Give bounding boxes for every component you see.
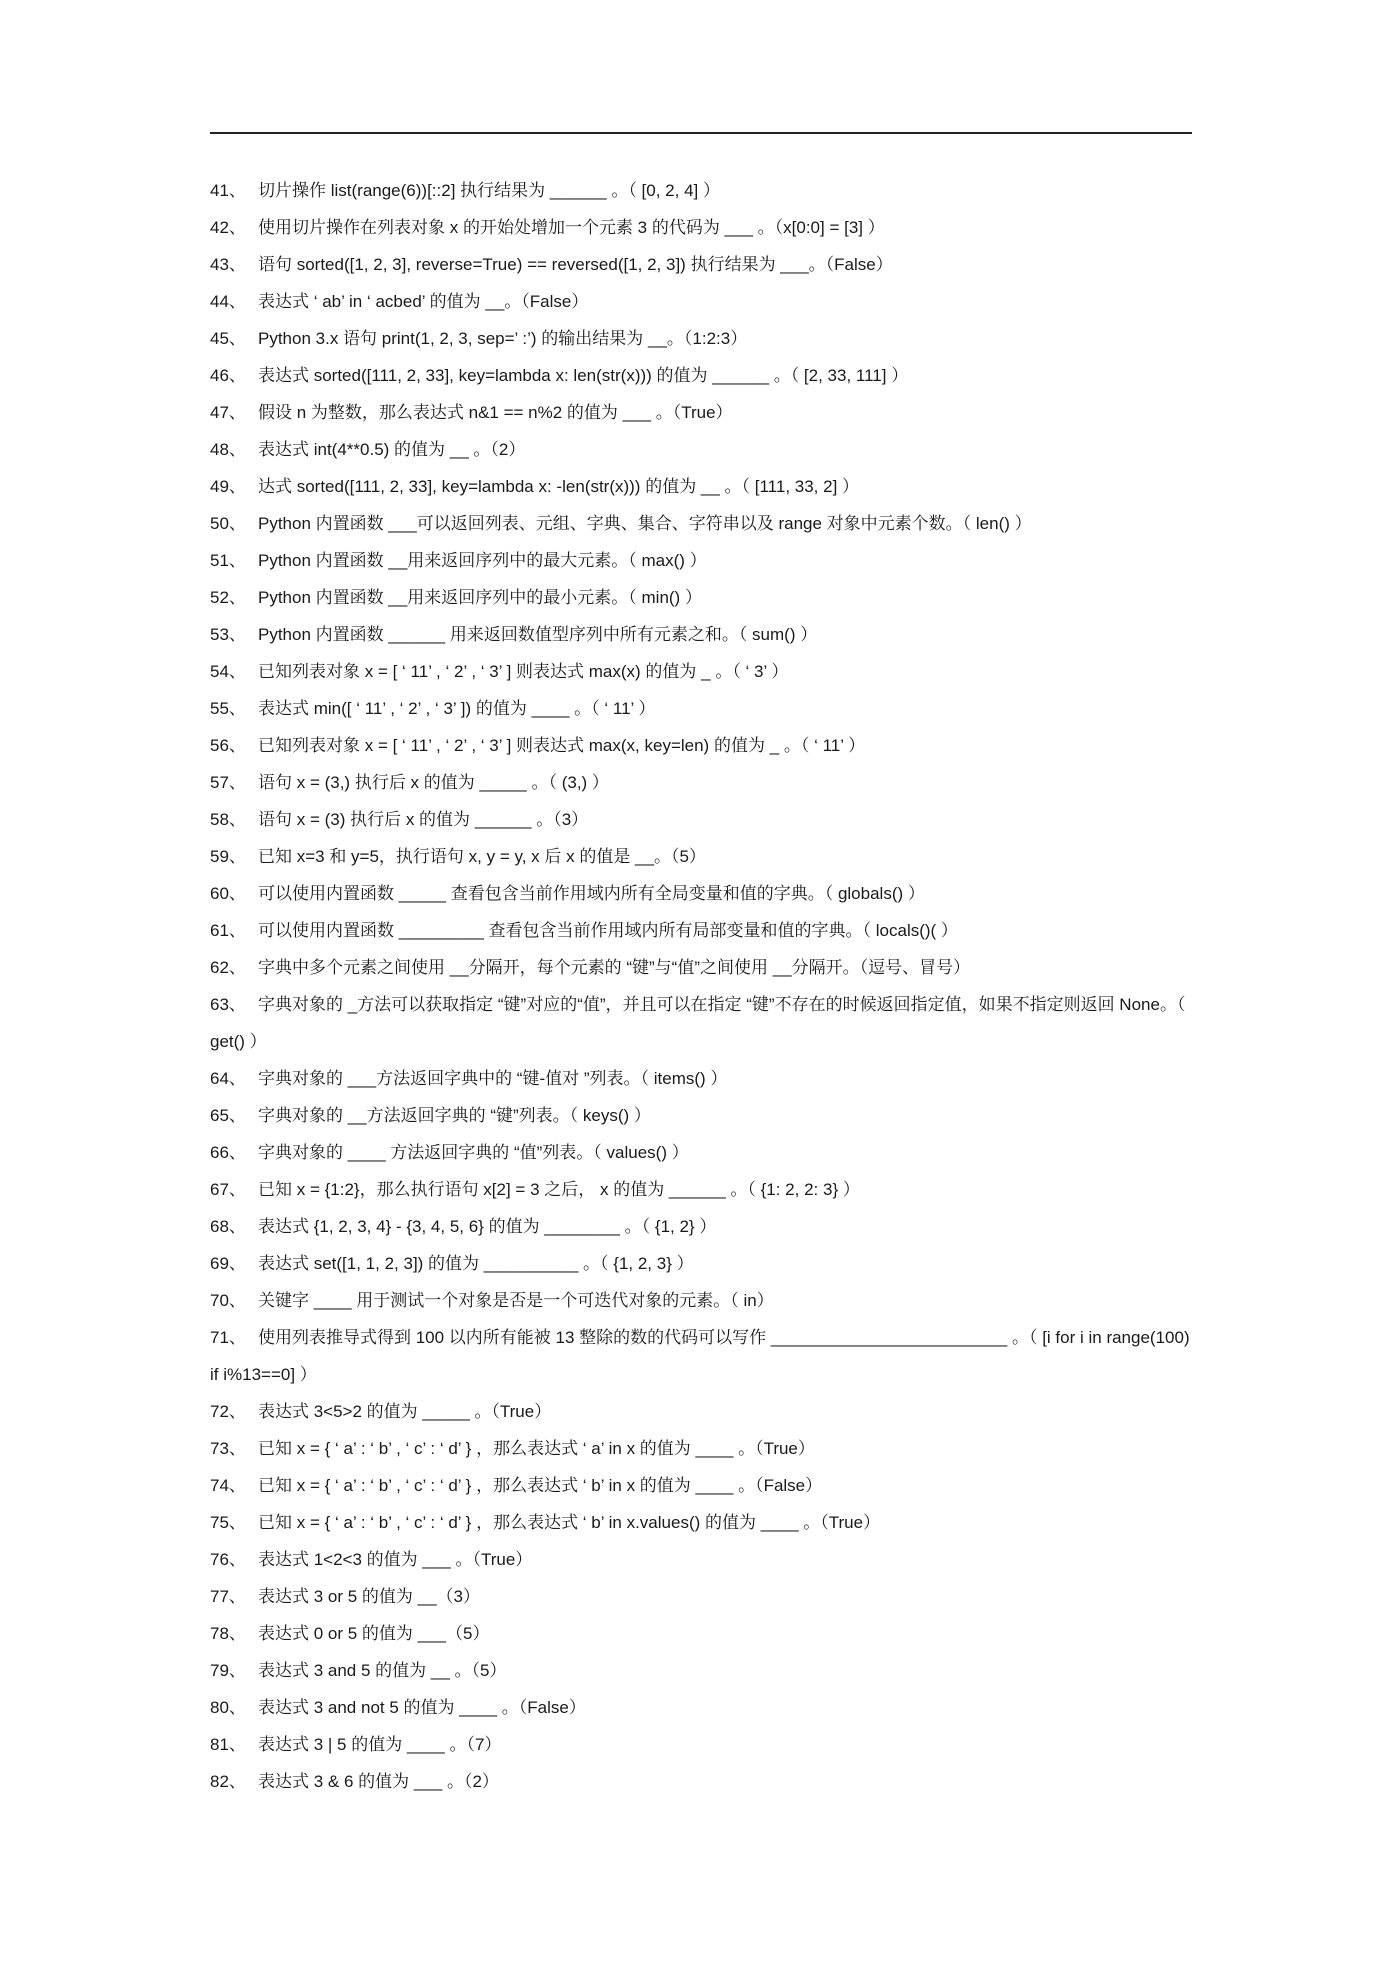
question-item: [210, 764, 1192, 801]
question-text: 可以使用内置函数 _________ 查看包含当前作用域内所有局部变量和值的字典。（ locals()( ）: [258, 921, 958, 940]
question-item: [210, 283, 1192, 320]
question-item: [210, 1689, 1192, 1726]
question-item: [210, 653, 1192, 690]
question-number: 74、: [210, 1476, 246, 1495]
question-text: Python 3.x 语句 print(1, 2, 3, sep=’ :’) 的输出结果为 __。（1:2:3）: [258, 329, 748, 348]
question-text: 假设 n 为整数，那么表达式 n&1 == n%2 的值为 ___ 。（True）: [258, 403, 733, 422]
question-number: 67、: [210, 1180, 246, 1199]
question-number: 46、: [210, 366, 246, 385]
question-item: [210, 1171, 1192, 1208]
question-number: 80、: [210, 1698, 246, 1717]
question-text: 表达式 3 & 6 的值为 ___ 。（2）: [258, 1772, 499, 1791]
question-number: 79、: [210, 1661, 246, 1680]
question-number: 58、: [210, 810, 246, 829]
question-number: 52、: [210, 588, 246, 607]
question-number: 47、: [210, 403, 246, 422]
question-text: 表达式 min([ ‘ 11’ , ‘ 2’ , ‘ 3’ ]) 的值为 ____ 。（ ‘ 11’ ）: [258, 699, 656, 718]
question-number: 76、: [210, 1550, 246, 1569]
question-item: [210, 1097, 1192, 1134]
question-text: 字典对象的 ____ 方法返回字典的 “值”列表。（ values() ）: [258, 1143, 689, 1162]
question-text: 字典中多个元素之间使用 __分隔开，每个元素的 “键”与“值”之间使用 __分隔开。（逗号、冒号）: [258, 958, 971, 977]
question-list: [210, 172, 1192, 1800]
question-number: 75、: [210, 1513, 246, 1532]
question-item: [210, 912, 1192, 949]
question-number: 66、: [210, 1143, 246, 1162]
question-item: [210, 727, 1192, 764]
question-number: 60、: [210, 884, 246, 903]
question-text: 已知列表对象 x = [ ‘ 11’ , ‘ 2’ , ‘ 3’ ] 则表达式 max(x) 的值为 _ 。（ ‘ 3’ ）: [258, 662, 789, 681]
question-number: 78、: [210, 1624, 246, 1643]
question-number: 68、: [210, 1217, 246, 1236]
question-text: 语句 sorted([1, 2, 3], reverse=True) == reversed([1, 2, 3]) 执行结果为 ___。（False）: [258, 255, 893, 274]
question-text: 表达式 {1, 2, 3, 4} - {3, 4, 5, 6} 的值为 ________ 。（ {1, 2} ）: [258, 1217, 717, 1236]
question-number: 44、: [210, 292, 246, 311]
question-item: [210, 394, 1192, 431]
question-number: 62、: [210, 958, 246, 977]
question-item: [210, 1393, 1192, 1430]
question-number: 65、: [210, 1106, 246, 1125]
question-item: [210, 542, 1192, 579]
question-text: 已知 x = {1:2}，那么执行语句 x[2] = 3 之后， x 的值为 ______ 。（ {1: 2, 2: 3} ）: [258, 1180, 860, 1199]
question-item: [210, 431, 1192, 468]
question-item: [210, 1763, 1192, 1800]
question-item: [210, 1541, 1192, 1578]
question-item: [210, 1504, 1192, 1541]
question-item: [210, 357, 1192, 394]
question-number: 41、: [210, 181, 246, 200]
question-number: 57、: [210, 773, 246, 792]
question-number: 61、: [210, 921, 246, 940]
question-text: 字典对象的 ___方法返回字典中的 “键-值对 ”列表。（ items() ）: [258, 1069, 728, 1088]
question-text: 已知 x = { ‘ a’ : ‘ b’ , ‘ c’ : ‘ d’ } ，那么表达式 ‘ b’ in x.values() 的值为 ____ 。（True）: [258, 1513, 881, 1532]
question-number: 63、: [210, 995, 246, 1014]
question-item: [210, 1319, 1192, 1393]
question-text: 关键字 ____ 用于测试一个对象是否是一个可迭代对象的元素。（ in）: [258, 1291, 774, 1310]
question-item: [210, 949, 1192, 986]
question-text: 达式 sorted([111, 2, 33], key=lambda x: -len(str(x))) 的值为 __ 。（ [111, 33, 2] ）: [258, 477, 860, 496]
question-text: 使用切片操作在列表对象 x 的开始处增加一个元素 3 的代码为 ___ 。（x[0:0] = [3] ）: [258, 218, 885, 237]
question-number: 77、: [210, 1587, 246, 1606]
question-number: 69、: [210, 1254, 246, 1273]
question-text: Python 内置函数 __用来返回序列中的最小元素。（ min() ）: [258, 588, 702, 607]
question-number: 64、: [210, 1069, 246, 1088]
question-text: 语句 x = (3,) 执行后 x 的值为 _____ 。（ (3,) ）: [258, 773, 609, 792]
question-item: [210, 1726, 1192, 1763]
question-item: [210, 986, 1192, 1060]
question-text: Python 内置函数 ______ 用来返回数值型序列中所有元素之和。（ sum() ）: [258, 625, 818, 644]
question-text: 表达式 ‘ ab’ in ‘ acbed’ 的值为 __。（False）: [258, 292, 589, 311]
question-number: 49、: [210, 477, 246, 496]
question-item: [210, 1208, 1192, 1245]
question-text: 使用列表推导式得到 100 以内所有能被 13 整除的数的代码可以写作 _________________________ 。（ [i for i in range(100) if i%13==0] ）: [210, 1328, 1190, 1384]
question-number: 70、: [210, 1291, 246, 1310]
question-text: 已知 x=3 和 y=5，执行语句 x, y = y, x 后 x 的值是 __。（5）: [258, 847, 706, 866]
question-text: 已知 x = { ‘ a’ : ‘ b’ , ‘ c’ : ‘ d’ } ，那么表达式 ‘ a’ in x 的值为 ____ 。（True）: [258, 1439, 815, 1458]
question-number: 82、: [210, 1772, 246, 1791]
question-text: 表达式 3 and 5 的值为 __ 。（5）: [258, 1661, 507, 1680]
question-text: 字典对象的 __方法返回字典的 “键”列表。（ keys() ）: [258, 1106, 651, 1125]
question-item: [210, 875, 1192, 912]
question-number: 48、: [210, 440, 246, 459]
question-item: [210, 246, 1192, 283]
question-item: [210, 209, 1192, 246]
question-number: 71、: [210, 1328, 246, 1347]
question-number: 45、: [210, 329, 246, 348]
question-item: [210, 1134, 1192, 1171]
question-number: 43、: [210, 255, 246, 274]
question-number: 50、: [210, 514, 246, 533]
question-number: 81、: [210, 1735, 246, 1754]
question-item: [210, 468, 1192, 505]
question-item: [210, 838, 1192, 875]
question-item: [210, 1282, 1192, 1319]
question-text: 表达式 sorted([111, 2, 33], key=lambda x: len(str(x))) 的值为 ______ 。（ [2, 33, 111] ）: [258, 366, 909, 385]
question-text: 字典对象的 _方法可以获取指定 “键”对应的“值”，并且可以在指定 “键”不存在的时候返回指定值，如果不指定则返回 None。（ get() ）: [210, 995, 1186, 1051]
question-item: [210, 1652, 1192, 1689]
question-item: [210, 1245, 1192, 1282]
question-item: [210, 505, 1192, 542]
question-item: [210, 1060, 1192, 1097]
question-text: Python 内置函数 ___可以返回列表、元组、字典、集合、字符串以及 range 对象中元素个数。（ len() ）: [258, 514, 1032, 533]
question-text: 已知 x = { ‘ a’ : ‘ b’ , ‘ c’ : ‘ d’ } ，那么表达式 ‘ b’ in x 的值为 ____ 。（False）: [258, 1476, 823, 1495]
question-item: [210, 1615, 1192, 1652]
question-text: 表达式 3 | 5 的值为 ____ 。（7）: [258, 1735, 502, 1754]
question-number: 73、: [210, 1439, 246, 1458]
header-rule: [210, 132, 1192, 134]
question-text: 语句 x = (3) 执行后 x 的值为 ______ 。（3）: [258, 810, 589, 829]
question-text: 表达式 3<5>2 的值为 _____ 。（True）: [258, 1402, 552, 1421]
question-text: 表达式 set([1, 1, 2, 3]) 的值为 __________ 。（ {1, 2, 3} ）: [258, 1254, 694, 1273]
question-number: 54、: [210, 662, 246, 681]
question-number: 51、: [210, 551, 246, 570]
question-text: 表达式 int(4**0.5) 的值为 __ 。（2）: [258, 440, 526, 459]
question-item: [210, 1467, 1192, 1504]
question-text: Python 内置函数 __用来返回序列中的最大元素。（ max() ）: [258, 551, 707, 570]
question-text: 表达式 1<2<3 的值为 ___ 。（True）: [258, 1550, 533, 1569]
question-item: [210, 579, 1192, 616]
question-text: 切片操作 list(range(6))[::2] 执行结果为 ______ 。（ [0, 2, 4] ）: [258, 181, 720, 200]
question-item: [210, 801, 1192, 838]
question-number: 59、: [210, 847, 246, 866]
question-item: [210, 616, 1192, 653]
question-item: [210, 1578, 1192, 1615]
question-item: [210, 1430, 1192, 1467]
question-number: 72、: [210, 1402, 246, 1421]
question-number: 56、: [210, 736, 246, 755]
question-item: [210, 320, 1192, 357]
question-text: 可以使用内置函数 _____ 查看包含当前作用域内所有全局变量和值的字典。（ globals() ）: [258, 884, 925, 903]
question-number: 55、: [210, 699, 246, 718]
question-number: 53、: [210, 625, 246, 644]
question-text: 表达式 3 or 5 的值为 __（3）: [258, 1587, 481, 1606]
question-item: [210, 690, 1192, 727]
question-number: 42、: [210, 218, 246, 237]
question-text: 表达式 3 and not 5 的值为 ____ 。（False）: [258, 1698, 586, 1717]
question-text: 已知列表对象 x = [ ‘ 11’ , ‘ 2’ , ‘ 3’ ] 则表达式 max(x, key=len) 的值为 _ 。（ ‘ 11’ ）: [258, 736, 866, 755]
question-item: [210, 172, 1192, 209]
question-text: 表达式 0 or 5 的值为 ___（5）: [258, 1624, 490, 1643]
